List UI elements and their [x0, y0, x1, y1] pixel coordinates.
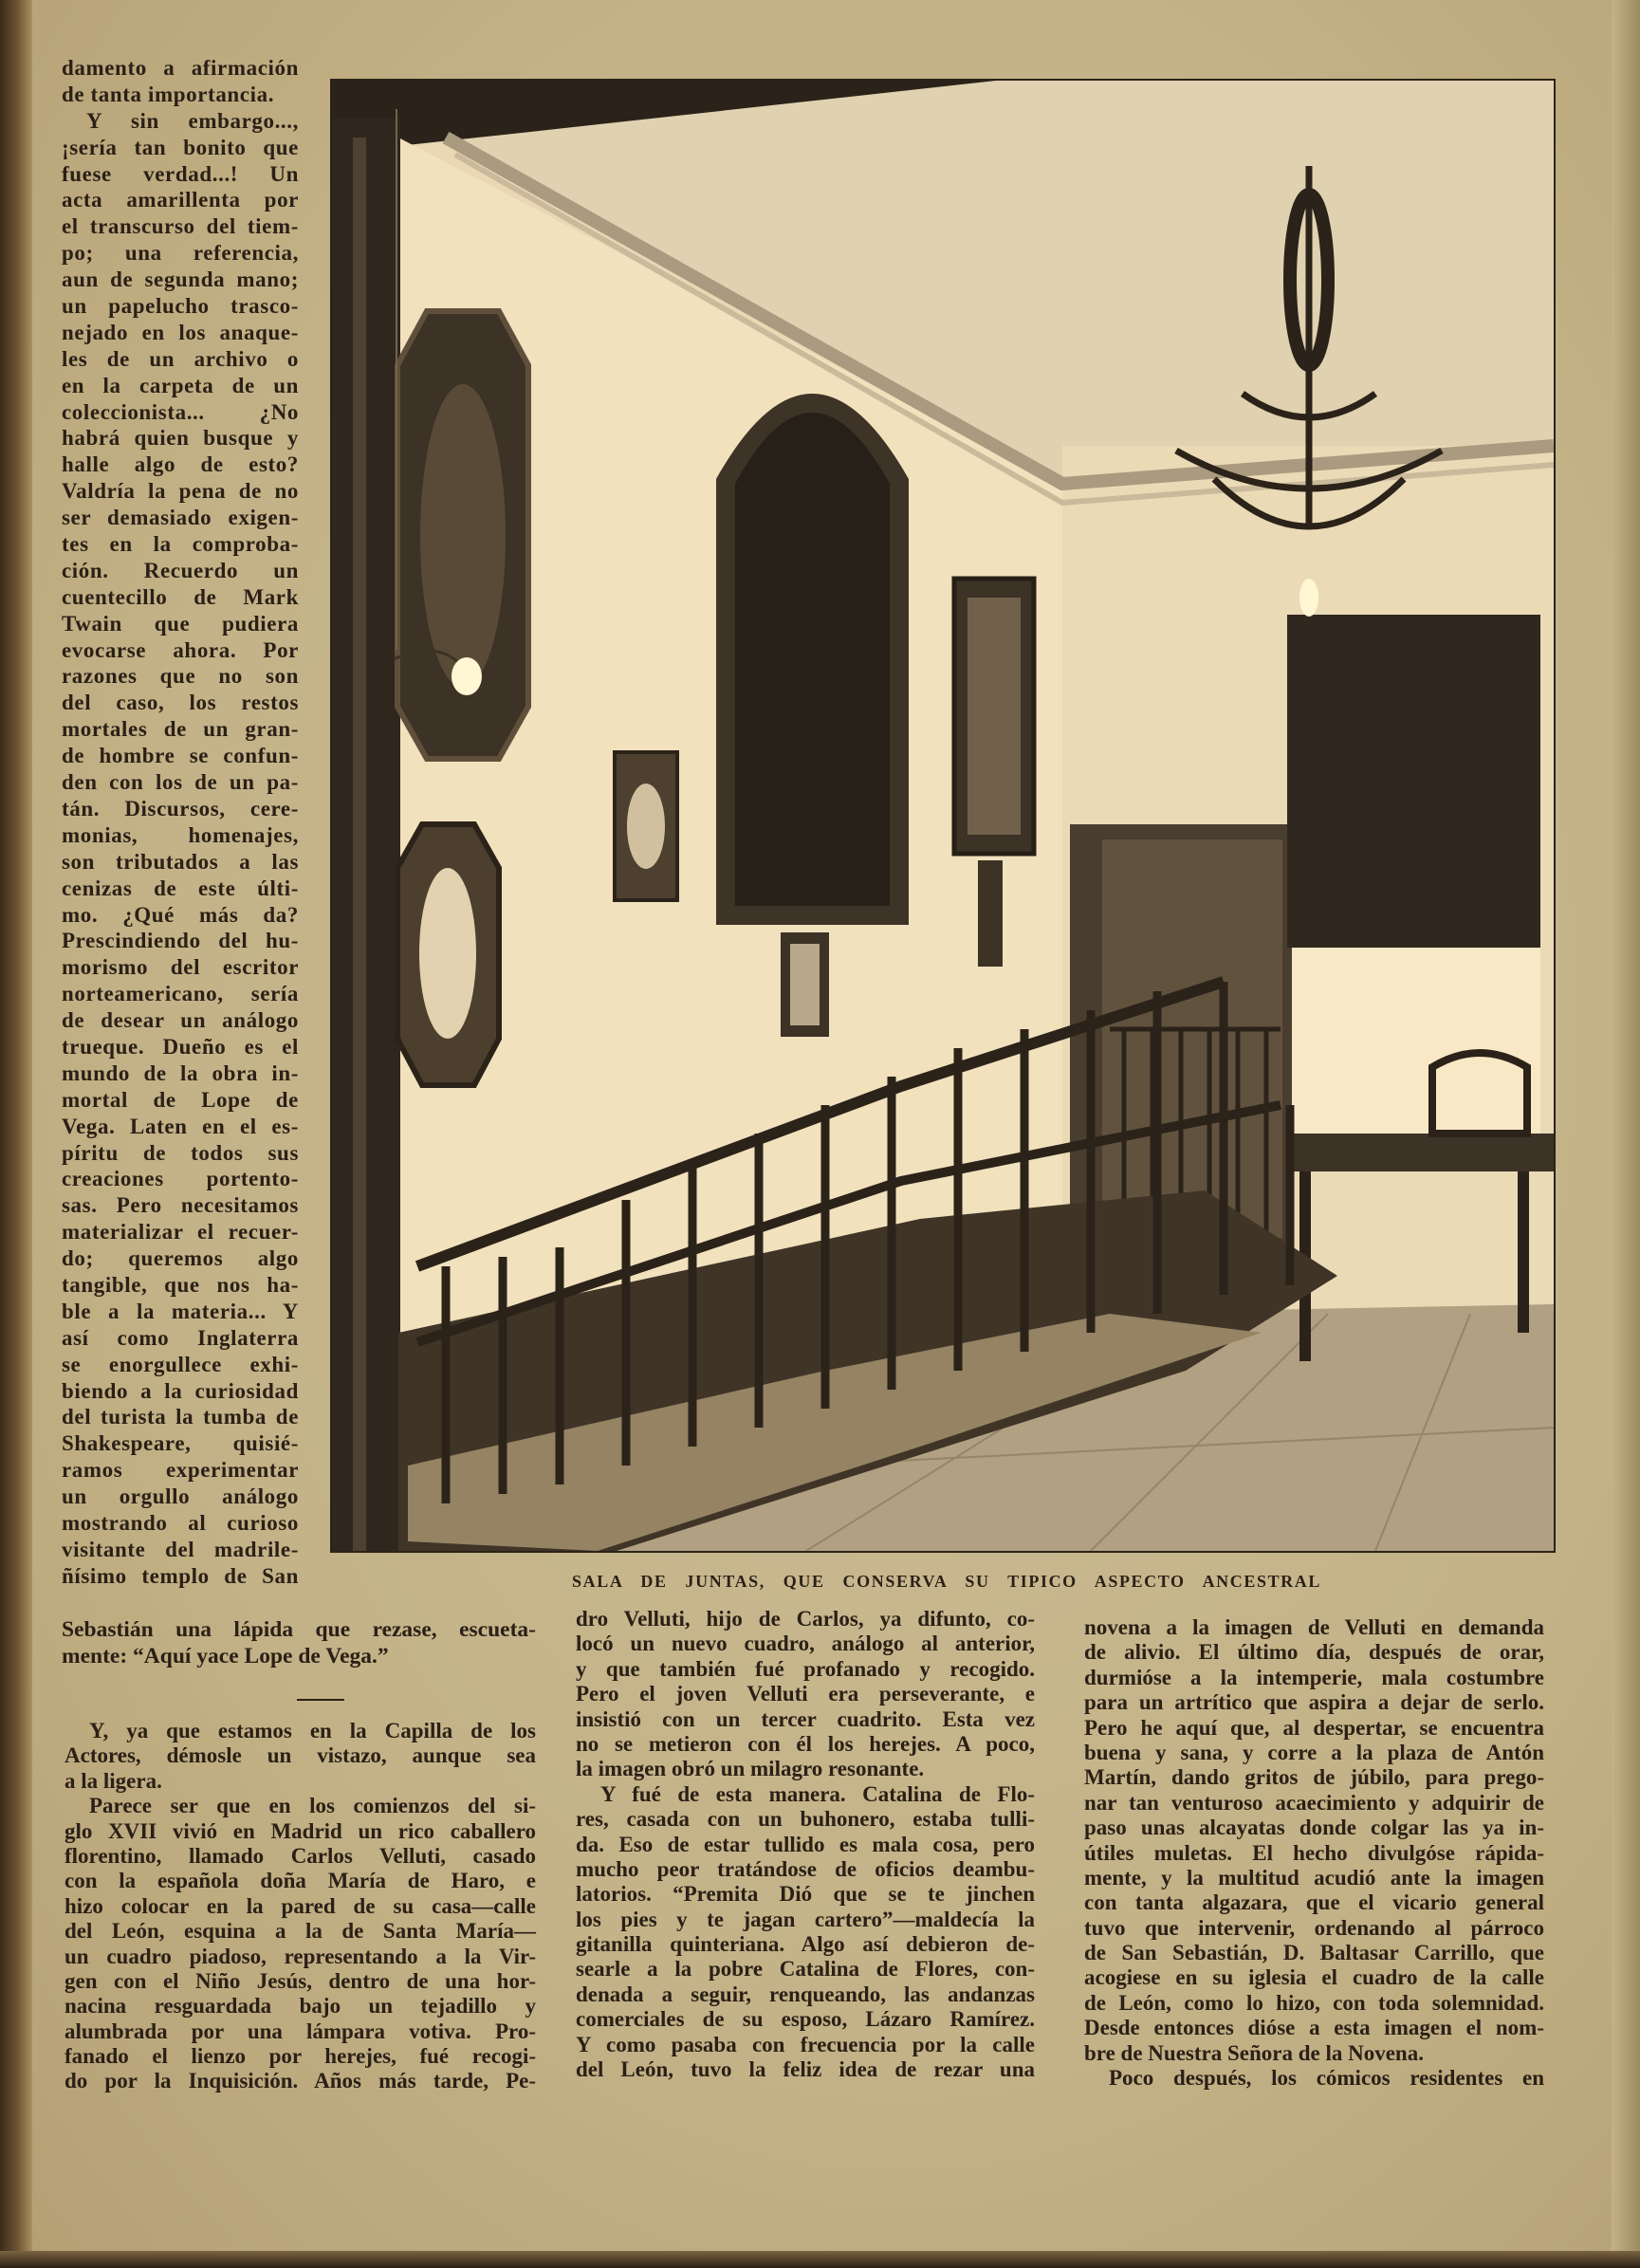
text-line: acta amarillenta por [62, 188, 299, 212]
text-line: Prescindiendo del hu- [62, 929, 299, 953]
text-column-2 [576, 1607, 1035, 2082]
text-line: tuvo que intervenir, ordenando al párroco [1084, 1915, 1544, 1940]
text-line: sas. Pero necesitamos [62, 1193, 299, 1218]
text-line: el transcurso del tiem- [62, 214, 299, 239]
text-line: biendo a la curiosidad [62, 1378, 299, 1403]
text-line: con la española doña María de Haro, e [64, 1869, 536, 1893]
text-line: la imagen obró un milagro resonante. [576, 1757, 925, 1781]
text-line: materializar el recuer- [62, 1220, 299, 1245]
photo-caption: SALA DE JUNTAS, QUE CONSERVA SU TIPICO ASPECTO ANCESTRAL [572, 1572, 1321, 1591]
text-line: del caso, los restos [62, 691, 299, 715]
text-line: de hombre se confun- [62, 744, 299, 768]
text-line: locó un nuevo cuadro, análogo al anterior, [576, 1632, 1035, 1656]
text-line: latorios. “Premita Dió que se te jinchen [576, 1882, 1035, 1907]
text-line: ramos experimentar [62, 1458, 299, 1483]
text-line: mucho peor tratándose de oficios deambu- [576, 1856, 1035, 1881]
text-line: novena a la imagen de Velluti en demanda [1084, 1615, 1544, 1639]
text-line: coleccionista... ¿No [62, 399, 299, 424]
text-line: dro Velluti, hijo de Carlos, ya difunto, co- [576, 1607, 1035, 1631]
text-column-3 [1084, 1615, 1544, 2091]
text-line: se enorgullece exhi- [62, 1352, 299, 1376]
text-line: de León, como lo hizo, con toda solemnidad. [1084, 1990, 1544, 2015]
text-line: fanado el lienzo por herejes, fué recogi- [64, 2044, 536, 2069]
text-line: mortales de un gran- [62, 717, 299, 742]
text-line: hizo colocar en la pared de su casa—calle [64, 1893, 536, 1918]
text-line: aun de segunda mano; [62, 267, 299, 292]
text-line: halle algo de esto? [62, 452, 299, 477]
text-line: Valdría la pena de no [62, 479, 299, 504]
text-line: Y sin embargo..., [86, 108, 299, 133]
text-column-1 [64, 1719, 536, 2094]
text-line: un orgullo análogo [62, 1484, 299, 1509]
text-line: glo XVII vivió en Madrid un rico caballero [64, 1818, 536, 1843]
text-line: mente, y la multitud acudió ante la imagen [1084, 1865, 1544, 1890]
text-line: damento a afirmación [62, 56, 299, 80]
text-line: de San Sebastián, D. Baltasar Carrillo, que [1084, 1941, 1544, 1965]
text-line: Poco después, los cómicos residentes en [1109, 2066, 1544, 2091]
text-line: mente: “Aquí yace Lope de Vega.” [62, 1644, 389, 1669]
table [1290, 1134, 1554, 1171]
text-line: ble a la materia... Y [62, 1299, 299, 1323]
text-line: ¡sería tan bonito que [62, 135, 299, 159]
text-line: Twain que pudiera [62, 611, 299, 636]
text-line: razones que no son [62, 664, 299, 689]
text-line: un cuadro piadoso, representando a la Vir- [64, 1944, 536, 1968]
page-edge-bottom [0, 2251, 1640, 2268]
text-line: acogiese en su iglesia el cuadro de la calle [1084, 1965, 1544, 1990]
text-line: durmióse a la intemperie, mala costumbre [1084, 1665, 1544, 1689]
text-line: de desear un análogo [62, 1008, 299, 1033]
text-line: Vega. Laten en el es- [62, 1114, 299, 1138]
text-line: den con los de un pa- [62, 770, 299, 795]
text-line: Y, ya que estamos en la Capilla de los [89, 1719, 536, 1742]
text-line: Desde entonces dióse a esta imagen el nom- [1084, 2016, 1544, 2040]
text-line: mostrando al curioso [62, 1510, 299, 1535]
text-line: del León, esquina a la de Santa María— [64, 1919, 536, 1944]
text-line: norteamericano, sería [62, 982, 299, 1006]
text-line: nejado en los anaque- [62, 320, 299, 344]
text-line: Y como pasaba con frecuencia por la calle [576, 2032, 1035, 2056]
text-line: Pero el joven Velluti era perseverante, e [576, 1682, 1035, 1706]
text-line: morismo del escritor [62, 955, 299, 980]
text-line: en la carpeta de un [62, 373, 299, 397]
text-line: nacina resguardada bajo un tejadillo y [64, 1994, 536, 2019]
text-line: no se metieron con él los herejes. A poco, [576, 1731, 1035, 1756]
text-line: insistió con un tercer cuadrito. Esta vez [576, 1706, 1035, 1731]
text-line: para un artrítico que aspira a dejar de serlo. [1084, 1690, 1544, 1715]
text-line: po; una referencia, [62, 241, 299, 266]
text-line: paso unas alcayatas donde colgar las ya in- [1084, 1816, 1544, 1840]
text-line: así como Inglaterra [62, 1325, 299, 1350]
text-line: gen con el Niño Jesús, dentro de una hor- [64, 1968, 536, 1993]
page-edge-shadow [0, 0, 32, 2268]
text-line: do por la Inquisición. Años más tarde, Pe- [64, 2069, 536, 2093]
text-line: a la ligera. [64, 1768, 162, 1793]
text-line: searle a la pobre Catalina de Flores, con- [576, 1957, 1035, 1982]
text-line: mo. ¿Qué más da? [62, 902, 299, 927]
text-line: visitante del madrile- [62, 1537, 299, 1561]
text-line: los pies y te jagan cartero”—maldecía la [576, 1907, 1035, 1931]
text-line: un papelucho trasco- [62, 294, 299, 319]
left-text-column [62, 55, 299, 1590]
text-line: evocarse ahora. Por [62, 637, 299, 662]
text-line: ser demasiado exigen- [62, 506, 299, 530]
text-line: son tributados a las [62, 849, 299, 874]
text-line: bre de Nuestra Señora de la Novena. [1084, 2040, 1424, 2065]
text-line: monias, homenajes, [62, 822, 299, 847]
text-line: Martín, dando gritos de júbilo, para prego- [1084, 1765, 1544, 1790]
text-line: píritu de todos sus [62, 1140, 299, 1165]
text-line: Actores, démosle un vistazo, aunque sea [64, 1743, 536, 1768]
text-line: Pero he aquí que, al despertar, se encuentra [1084, 1715, 1544, 1740]
page-edge-right [1612, 0, 1640, 2268]
text-line: del León, tuvo la feliz idea de rezar una [576, 2057, 1035, 2082]
text-line: les de un archivo o [62, 346, 299, 371]
text-line: de tanta importancia. [62, 82, 275, 106]
text-line: creaciones portento- [62, 1167, 299, 1191]
text-line: tes en la comproba- [62, 532, 299, 557]
text-line: ción. Recuerdo un [62, 558, 299, 582]
text-line: con tanta algazara, que el vicario general [1084, 1890, 1544, 1915]
section-divider [297, 1699, 344, 1701]
text-line: mortal de Lope de [62, 1087, 299, 1112]
text-line: gitanilla quinteriana. Algo así debieron de- [576, 1932, 1035, 1957]
text-line: de alivio. El último día, después de orar, [1084, 1640, 1544, 1665]
text-line: comerciales de su esposo, Lázaro Ramírez. [576, 2007, 1035, 2032]
text-line: del turista la tumba de [62, 1405, 299, 1429]
text-line: Sebastián una lápida que rezase, escueta- [62, 1617, 536, 1642]
text-line: da. Eso de estar tullido es mala cosa, pero [576, 1832, 1035, 1856]
text-line: florentino, llamado Carlos Velluti, casado [64, 1843, 536, 1868]
text-line: ñísimo templo de San [62, 1563, 299, 1588]
text-line: Shakespeare, quisié- [62, 1431, 299, 1456]
text-line: cuentecillo de Mark [62, 584, 299, 609]
text-line: habrá quien busque y [62, 426, 299, 451]
photo-sala-de-juntas [332, 81, 1554, 1551]
text-line: do; queremos algo [62, 1246, 299, 1271]
text-line: y que también fué profanado y recogido. [576, 1656, 1035, 1681]
text-line: denada a seguir, renqueando, las andanzas [576, 1982, 1035, 2006]
text-line: Y fué de esta manera. Catalina de Flo- [600, 1781, 1035, 1806]
text-line: trueque. Dueño es el [62, 1034, 299, 1059]
left-column-continuation [62, 1616, 536, 1669]
text-line: Parece ser que en los comienzos del si- [89, 1794, 536, 1818]
text-line: mundo de la obra in- [62, 1060, 299, 1085]
dark-panel [1287, 615, 1540, 948]
text-line: res, casada con un buhonero, estaba tulli- [576, 1807, 1035, 1832]
text-line: tán. Discursos, cere- [62, 796, 299, 821]
text-line: tangible, que nos ha- [62, 1272, 299, 1297]
text-line: buena y sana, y corre a la plaza de Antón [1084, 1740, 1544, 1764]
text-line: fuese verdad...! Un [62, 161, 299, 186]
text-line: alumbrada por una lámpara votiva. Pro- [64, 2019, 536, 2043]
text-line: cenizas de este últi- [62, 876, 299, 900]
text-line: nar tan venturoso acaecimiento y adquirir de [1084, 1790, 1544, 1815]
text-line: útiles muletas. El hecho divulgóse rápida- [1084, 1840, 1544, 1865]
